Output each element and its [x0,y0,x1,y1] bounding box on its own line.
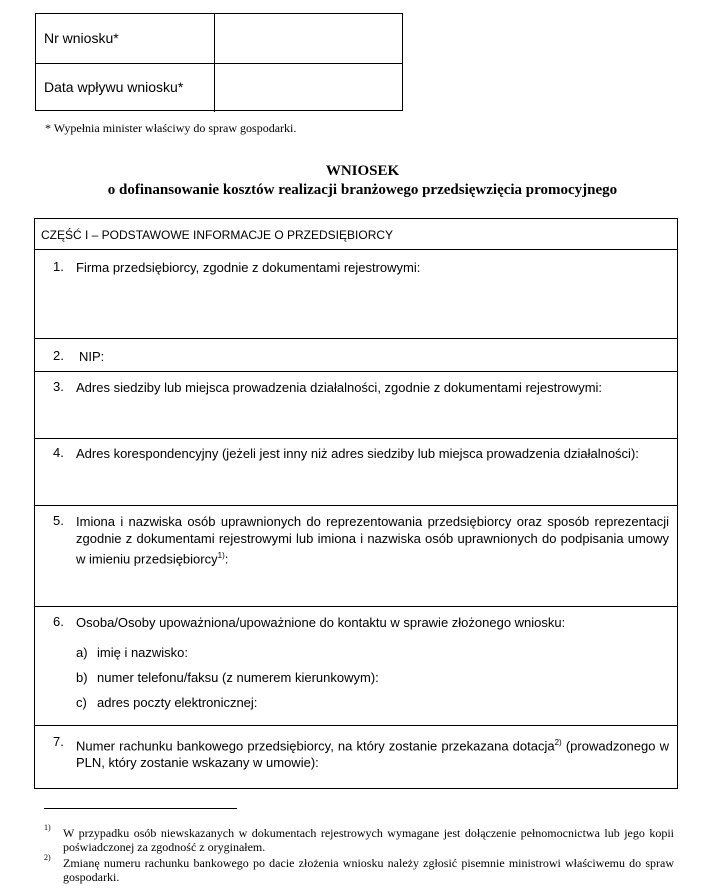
item-contact-person[interactable] [35,607,677,726]
part1-table [34,218,678,789]
item-bank-account[interactable] [35,726,677,788]
item-number: 1. [53,259,64,274]
item-nip[interactable] [35,339,677,372]
item-label: Osoba/Osoby upoważniona/upoważnione do kontaktu w sprawie złożonego wniosku: [76,615,566,630]
footnote-separator [44,808,237,809]
subitem-email[interactable]: adres poczty elektronicznej: [97,695,258,710]
footnote-text: W przypadku osób niewskazanych w dokumentach rejestrowych wymagane jest dołączenie pełnomocnictwa lub jego kopii poświadczonej za zgodność z oryginałem. [63,826,674,854]
item-number: 4. [53,445,64,460]
item-number: 7. [53,734,64,749]
footnote-ref: 1) [217,551,225,560]
footnote-text: Zmianę numeru rachunku bankowego po dacie złożenia wniosku należy zgłosić pisemnie ministrowi właściwemu do spraw gospodarki. [63,856,674,884]
item-label: Firma przedsiębiorcy, zgodnie z dokumentami rejestrowymi: [76,260,421,275]
item-label: Adres korespondencyjny (jeżeli jest inny niż adres siedziby lub miejsca prowadzenia działalności): [76,446,639,461]
footnote-ref: 2) [554,738,562,747]
subitem-letter: a) [76,645,88,660]
application-date-row [36,63,402,112]
application-number-row [36,14,402,64]
item-label: NIP: [79,349,105,364]
item-correspondence-address[interactable] [35,439,677,506]
item-registered-address[interactable] [35,372,677,439]
subitem-phone[interactable]: numer telefonu/faksu (z numerem kierunkowym): [97,670,379,685]
item-label: Numer rachunku bankowego przedsiębiorcy, na który zostanie przekazana dotacja$^{2)}$ (prowadzonego w PLN, który zostanie wskazany w umowie): [76,738,669,771]
footnote-number: 2) [44,853,51,862]
subitem-letter: b) [76,670,88,685]
registration-box [35,13,403,111]
application-date-field[interactable] [215,63,402,112]
application-number-field[interactable] [215,14,402,63]
form-subtitle: o dofinansowanie kosztów realizacji branżowego przedsięwzięcia promocyjnego [107,182,618,198]
item-label: Adres siedziby lub miejsca prowadzenia działalności, zgodnie z dokumentami rejestrowymi: [76,380,603,395]
item-number: 6. [53,614,64,629]
item-number: 5. [53,513,64,528]
part1-header-row [35,219,677,250]
form-title: WNIOSEK [325,163,400,179]
item-representatives[interactable] [35,506,677,607]
subitem-name[interactable]: imię i nazwisko: [97,645,189,660]
subitem-letter: c) [76,695,87,710]
footnote-number: 1) [44,823,51,832]
item-number: 2. [53,348,64,363]
item-company-name[interactable] [35,250,677,339]
minister-note: * Wypełnia minister właściwy do spraw gospodarki. [45,121,297,135]
part1-header: CZĘŚĆ I – PODSTAWOWE INFORMACJE O PRZEDSIĘBIORCY [41,228,394,242]
application-date-label: Data wpływu wniosku* [44,79,184,95]
item-number: 3. [53,379,64,394]
application-number-label: Nr wniosku* [44,30,119,46]
item-label: Imiona i nazwiska osób uprawnionych do reprezentowania przedsiębiorcy oraz sposób reprezentacji zgodnie z dokumentami rejestrowymi lub imiona i nazwiska osób uprawnionych do podpisania umowy w imieniu przedsiębiorcy$^{1)}$: [76,514,669,567]
